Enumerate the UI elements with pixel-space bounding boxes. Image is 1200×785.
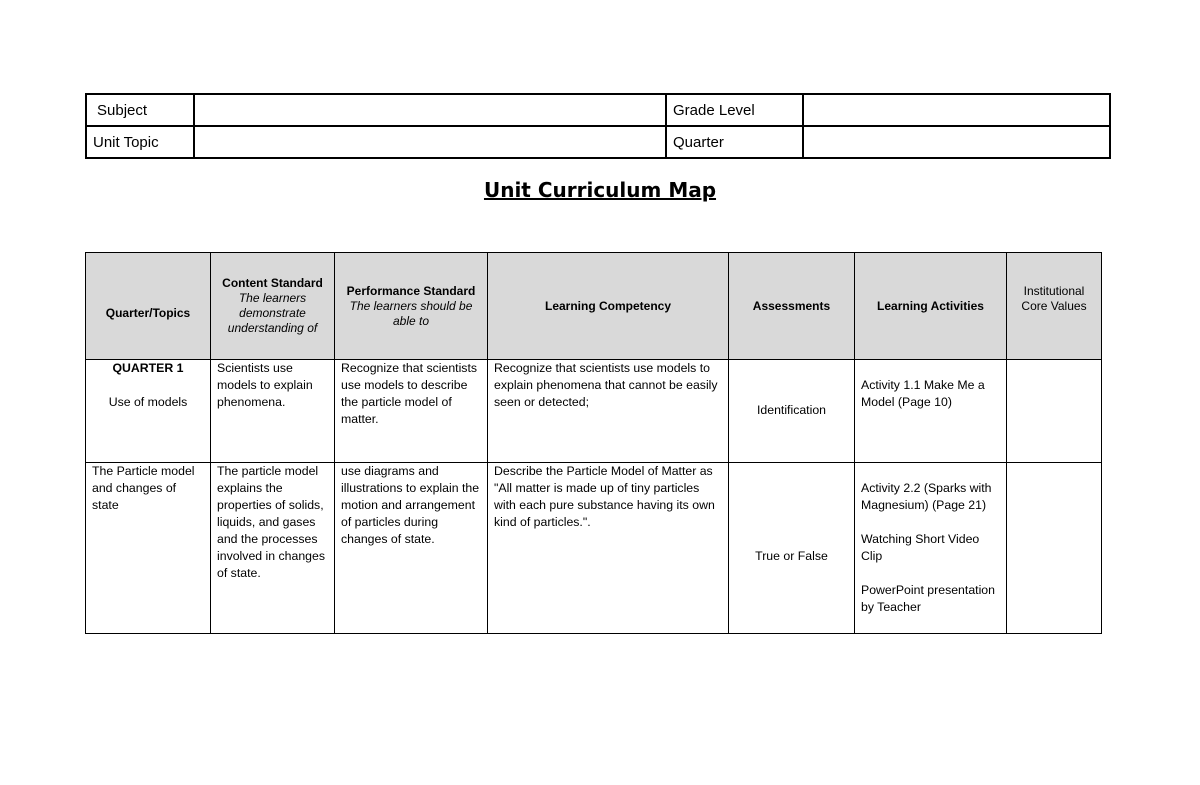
quarter-value [803,126,1110,158]
core-values-cell [1007,463,1102,634]
activity-item: Watching Short Video Clip [861,532,980,563]
performance-standard-cell: use diagrams and illustrations to explain the motion and arrangement of particles during changes of state. [335,463,488,634]
header-info-table [85,93,1111,159]
learning-competency-cell: Describe the Particle Model of Matter as "All matter is made up of tiny particles with each pure substance having its own kind of particles.". [488,463,729,634]
header-row [86,126,1110,158]
assessment-text: Identification [756,403,827,417]
assessment-cell [729,463,855,634]
header-row [86,94,1110,126]
header-learning-competency: Learning Competency [488,253,729,360]
learning-competency-cell: Recognize that scientists use models to explain phenomena that cannot be easily seen or detected; [488,360,729,463]
quarter-topic-cell [86,360,211,463]
activity-item: PowerPoint presentation by Teacher [861,583,995,614]
assessment-text: True or False [755,549,828,563]
table-header-row [86,253,1102,360]
header-content-standard [211,253,335,360]
content-standard-cell: The particle model explains the properties of solids, liquids, and gases and the processes involved in changes of state. [211,463,335,634]
header-core-values: Institutional Core Values [1007,253,1102,360]
assessment-cell [729,360,855,463]
unit-topic-label: Unit Topic [86,126,194,158]
header-performance-standard [335,253,488,360]
header-content-standard-title: Content Standard [222,276,323,290]
curriculum-map-table [85,252,1102,634]
activity-item: Activity 2.2 (Sparks with Magnesium) (Page 21) [861,481,992,512]
performance-standard-cell: Recognize that scientists use models to describe the particle model of matter. [335,360,488,463]
header-performance-standard-title: Performance Standard [346,283,476,298]
topic-label: Use of models [108,395,188,409]
header-quarter-topics: Quarter/Topics [86,253,211,360]
grade-level-value [803,94,1110,126]
header-content-standard-sub: The learners demonstrate understanding of [227,291,318,335]
subject-label: Subject [86,94,194,126]
activity-item: Activity 1.1 Make Me a Model (Page 10) [861,378,985,409]
header-assessments: Assessments [729,253,855,360]
learning-activities-cell [855,463,1007,634]
table-row [86,360,1102,463]
quarter-label: Quarter [666,126,803,158]
header-learning-activities: Learning Activities [855,253,1007,360]
page-title: Unit Curriculum Map [483,178,717,202]
learning-activities-cell [855,360,1007,463]
grade-level-label: Grade Level [666,94,803,126]
core-values-cell [1007,360,1102,463]
header-performance-standard-sub: The learners should be able to [349,298,473,328]
subject-value [194,94,666,126]
topic-cell: The Particle model and changes of state [86,463,211,634]
unit-topic-value [194,126,666,158]
table-row [86,463,1102,634]
content-standard-cell: Scientists use models to explain phenomena. [211,360,335,463]
quarter-label: QUARTER 1 [112,361,184,375]
